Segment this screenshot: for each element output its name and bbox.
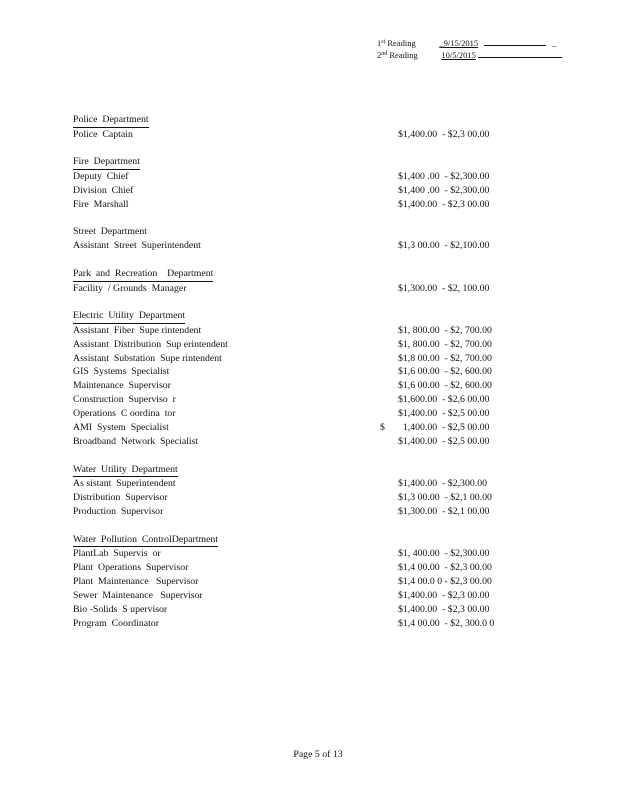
position-title: Broadband Network Specialist xyxy=(73,435,199,447)
salary-range: $1, 400.00 - $2,300.00 xyxy=(398,548,490,560)
department-title xyxy=(73,309,533,324)
department-section xyxy=(73,533,533,631)
first-reading-ordinal: st xyxy=(381,39,386,45)
position-title: Maintenance Supervisor xyxy=(73,380,171,392)
department-section xyxy=(73,267,533,295)
salary-range: $1,300.00 - $2, 100.00 xyxy=(398,282,490,294)
position-title: Distribution Supervisor xyxy=(73,492,168,504)
department-title xyxy=(73,463,533,478)
dollar-sign: $ xyxy=(380,422,385,434)
position-row xyxy=(73,128,533,142)
salary-range: $1,400.00 - $2,3 00.00 xyxy=(398,603,490,615)
position-row xyxy=(73,561,533,575)
salary-range: $1,3 00.00 - $2,1 00.00 xyxy=(398,492,492,504)
position-row xyxy=(73,421,533,435)
department-title-text: Water Pollution ControlDepartment xyxy=(73,534,218,548)
salary-range: $1,400.00 - $2,300.00 xyxy=(398,478,487,490)
second-reading-num: 2 xyxy=(377,50,382,60)
position-title: Production Supervisor xyxy=(73,506,164,517)
salary-range: $1,400.00 - $2,5 00.00 xyxy=(398,408,490,420)
first-reading-blank-line xyxy=(484,37,546,46)
reading-dates xyxy=(377,37,562,61)
position-row xyxy=(73,239,533,253)
position-title: Assistant Substation Supe rintendent xyxy=(73,352,222,364)
department-section xyxy=(73,309,533,449)
position-title: Operations C oordina tor xyxy=(73,408,176,420)
position-row xyxy=(73,338,533,352)
position-title: Assistant Street Superintendent xyxy=(73,240,201,252)
position-title: Assistant Distribution Sup erintendent xyxy=(73,338,228,350)
position-row xyxy=(73,365,533,379)
position-title: Sewer Maintenance Supervisor xyxy=(73,589,203,601)
department-title xyxy=(73,225,533,239)
salary-range: $1,4 00.00 - $2, 300.0 0 xyxy=(398,617,495,629)
department-title-text: Street Department xyxy=(73,226,147,238)
salary-range: $1, 800.00 - $2, 700.00 xyxy=(398,324,492,336)
second-reading-row xyxy=(377,49,562,61)
position-title: Fire Marshall xyxy=(73,198,129,210)
salary-range: $1,300.00 - $2,1 00.00 xyxy=(398,506,490,517)
position-row xyxy=(73,617,533,631)
department-title xyxy=(73,155,533,170)
salary-range: $1,400.00 - $2,3 00.00 xyxy=(398,128,490,140)
salary-range: $1,400 .00 - $2,300.00 xyxy=(398,184,490,196)
second-reading-label: Reading xyxy=(389,50,418,60)
department-section xyxy=(73,155,533,211)
page-footer xyxy=(0,749,618,760)
position-row xyxy=(73,491,533,505)
position-title: Plant Operations Supervisor xyxy=(73,562,189,574)
first-reading-label: Reading xyxy=(387,38,416,48)
position-title: GIS Systems Specialist xyxy=(73,366,170,378)
second-reading-blank-line xyxy=(478,49,562,58)
position-title: PlantLab Supervis or xyxy=(73,548,161,560)
position-row xyxy=(73,477,533,491)
position-row xyxy=(73,324,533,338)
department-title-text: Fire Department xyxy=(73,156,140,170)
position-title: AMI System Specialist xyxy=(73,422,169,434)
first-reading-num: 1 xyxy=(377,38,382,48)
salary-range: $1,3 00.00 - $2,100.00 xyxy=(398,240,490,252)
department-section xyxy=(73,113,533,141)
salary-range: $1,4 00.00 - $2,3 00.00 xyxy=(398,562,492,574)
salary-range: $1,6 00.00 - $2, 600.00 xyxy=(398,366,492,378)
position-row xyxy=(73,198,533,212)
department-section xyxy=(73,463,533,519)
position-title: Division Chief xyxy=(73,184,134,196)
position-title: Assistant Fiber Supe rintendent xyxy=(73,324,202,336)
position-title: Police Captain xyxy=(73,128,133,140)
salary-range: $1,4 00.0 0 - $2,3 00.00 xyxy=(398,576,492,588)
salary-range: $1,400.00 - $2,3 00.00 xyxy=(398,589,490,601)
position-title: Construction Superviso r xyxy=(73,394,176,406)
department-title-text: Water Utility Department xyxy=(73,464,178,478)
salary-schedule xyxy=(73,113,533,645)
second-reading-ordinal: nd xyxy=(381,51,388,57)
page-number: Page 5 of 13 xyxy=(293,749,343,760)
department-section xyxy=(73,225,533,253)
salary-range: $1,400 .00 - $2,300.00 xyxy=(398,170,490,182)
salary-range: $1,6 00.00 - $2, 600.00 xyxy=(398,380,492,392)
department-title xyxy=(73,533,533,548)
position-title: Bio -Solids S upervisor xyxy=(73,603,168,615)
department-title xyxy=(73,267,533,282)
position-row xyxy=(73,575,533,589)
position-title: Facility / Grounds Manager xyxy=(73,282,187,294)
salary-range: 1,400.00 - $2,5 00.00 xyxy=(398,422,490,434)
salary-range: $1,400.00 - $2,5 00.00 xyxy=(398,435,490,447)
position-title: Deputy Chief xyxy=(73,170,129,182)
position-row xyxy=(73,589,533,603)
position-row xyxy=(73,435,533,449)
salary-range: $1,600.00 - $2,6 00.00 xyxy=(398,394,490,406)
position-title: Plant Maintenance Supervisor xyxy=(73,576,199,588)
position-row xyxy=(73,170,533,184)
salary-range: $1, 800.00 - $2, 700.00 xyxy=(398,338,492,350)
position-row xyxy=(73,282,533,296)
first-reading-date: _9/15/2015 xyxy=(439,38,479,48)
position-row xyxy=(73,379,533,393)
position-row xyxy=(73,184,533,198)
second-reading-date: 10/5/2015 xyxy=(441,50,476,60)
position-title: As sistant Superintendent xyxy=(73,478,176,490)
first-reading-row xyxy=(377,37,562,49)
department-title-text: Park and Recreation Department xyxy=(73,268,213,282)
position-row xyxy=(73,547,533,561)
position-row xyxy=(73,393,533,407)
position-row xyxy=(73,505,533,519)
department-title-text: Police Department xyxy=(73,114,149,128)
department-title xyxy=(73,113,533,128)
salary-range: $1,400.00 - $2,3 00.00 xyxy=(398,198,490,210)
position-title: Program Coordinator xyxy=(73,617,159,629)
position-row xyxy=(73,603,533,617)
first-reading-tail: _ xyxy=(552,38,557,48)
position-row xyxy=(73,407,533,421)
salary-range: $1,8 00.00 - $2, 700.00 xyxy=(398,352,492,364)
department-title-text: Electric Utility Department xyxy=(73,310,185,324)
position-row xyxy=(73,352,533,366)
